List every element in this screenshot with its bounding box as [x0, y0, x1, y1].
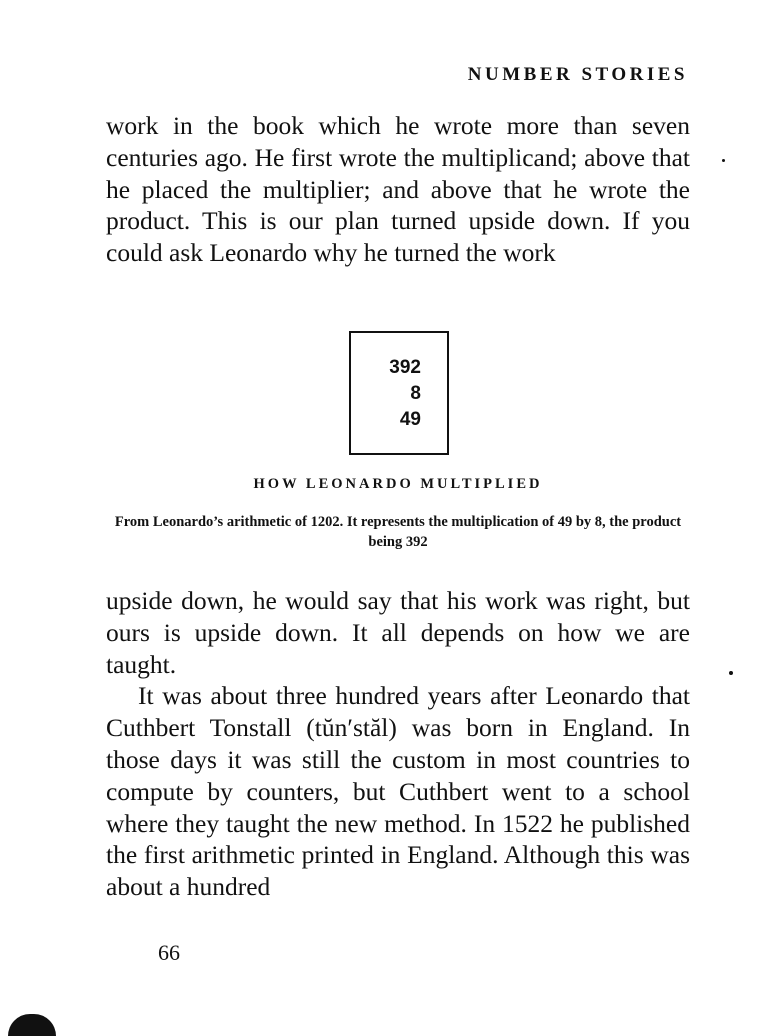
body-text-bottom	[106, 585, 690, 903]
scan-speck	[729, 671, 733, 675]
figure-multiplicand: 49	[399, 409, 421, 430]
figure-box	[349, 331, 449, 455]
figure-product: 392	[389, 357, 421, 378]
paragraph-continued: work in the book which he wrote more than seven centuries ago. He first wrote the multiplicand; above that he placed the multiplier; and above that he wrote the product. This is our plan turned upside down. If you could ask Leonardo why he turned the work	[106, 111, 690, 268]
paragraph-2: It was about three hundred years after Leonardo that Cuthbert Tonstall (tŭn′stăl) was born in England. In those days it was still the custom in most countries to compute by counters, but Cuthbert went to a school where they taught the new method. In 1522 he published the first arithmetic printed in England. Although this was about a hundred	[106, 681, 690, 902]
running-header: NUMBER STORIES	[467, 64, 688, 85]
scan-speck	[722, 159, 725, 162]
paragraph-1: upside down, he would say that his work was right, but ours is upside down. It all depends on how we are taught.	[106, 586, 690, 679]
body-text-top	[106, 110, 690, 269]
figure-title: HOW LEONARDO MULTIPLIED	[253, 476, 543, 492]
figure-caption: From Leonardo’s arithmetic of 1202. It represents the multiplication of 49 by 8, the product being 392	[114, 514, 682, 550]
scan-edge-mark	[8, 1014, 56, 1036]
figure-multiplier: 8	[410, 383, 421, 404]
page-number: 66	[158, 940, 180, 965]
